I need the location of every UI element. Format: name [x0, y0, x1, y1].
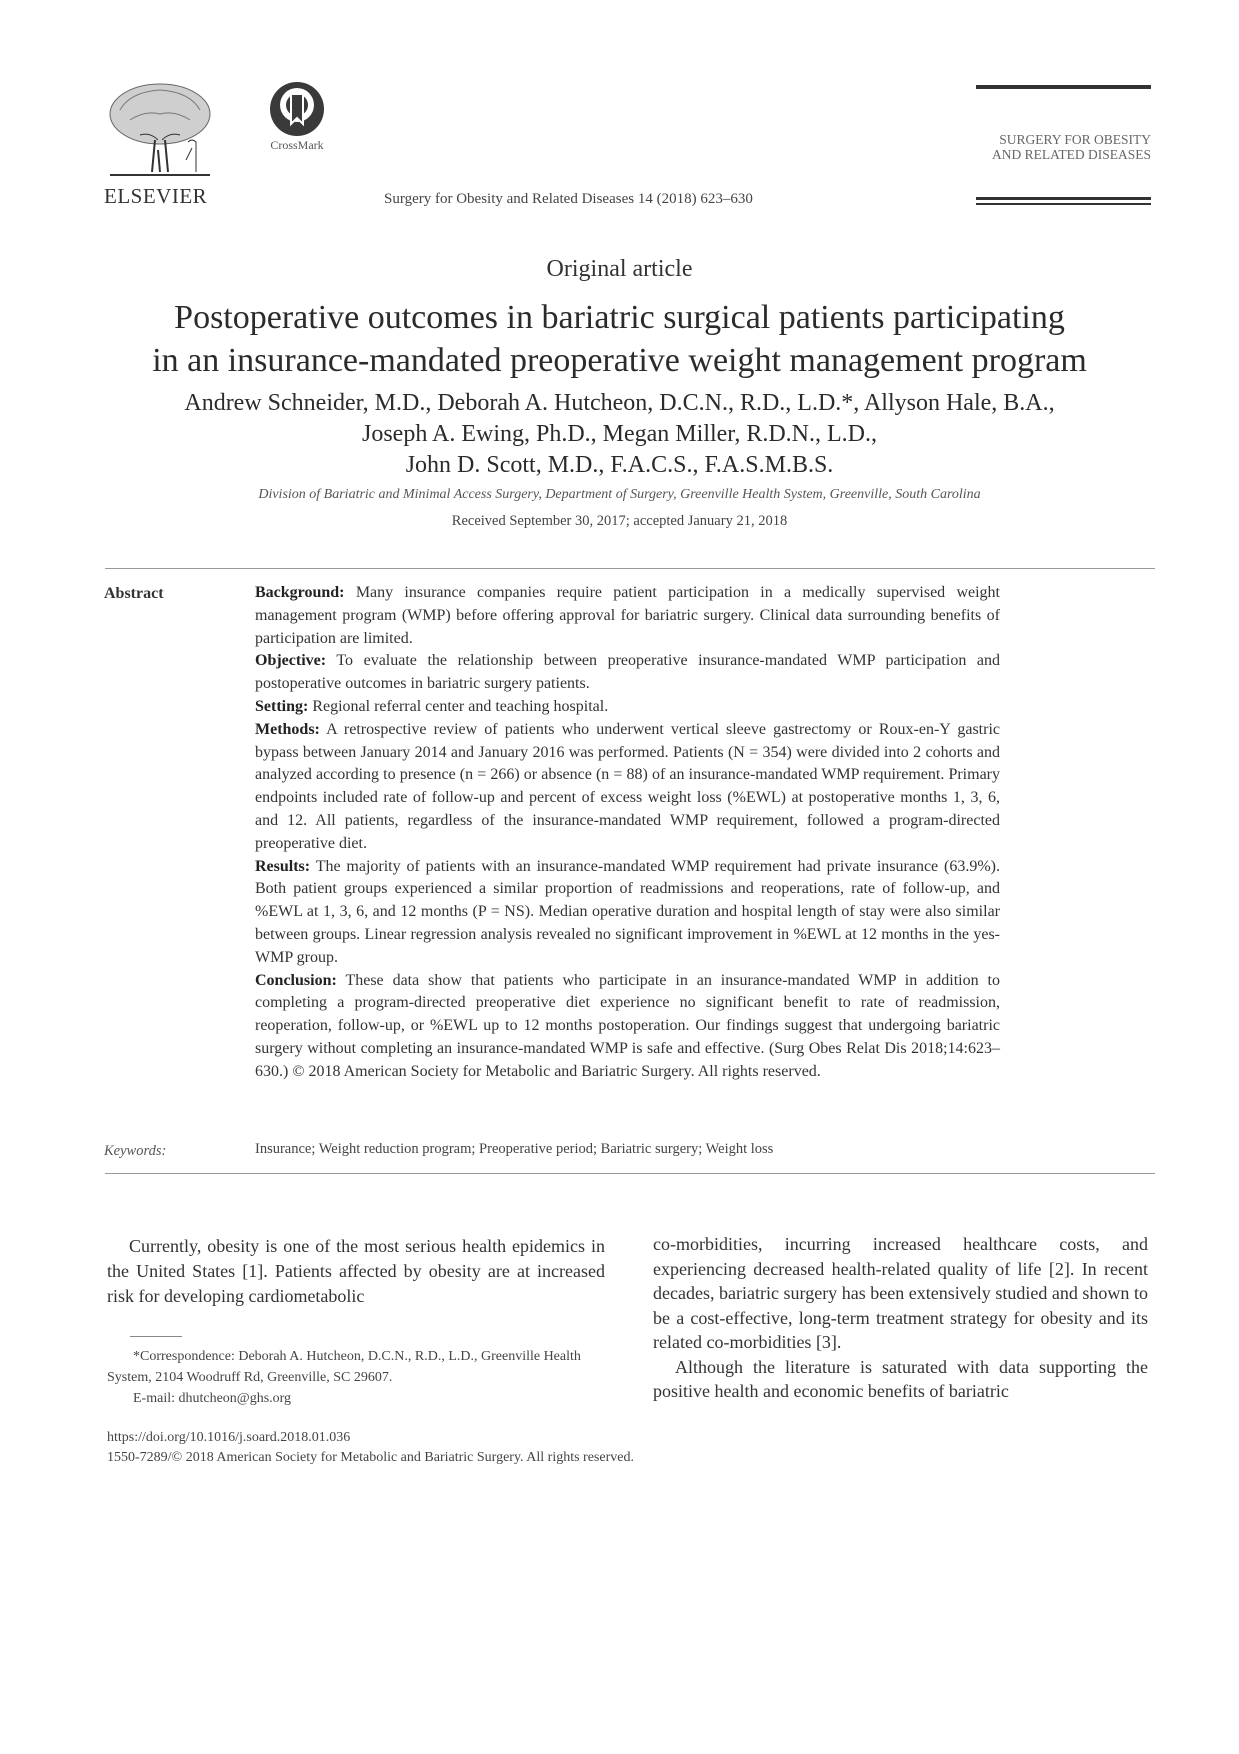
authors-line2: Joseph A. Ewing, Ph.D., Megan Miller, R.D.N., L.D., — [361, 421, 877, 447]
doi-footer — [107, 1428, 634, 1468]
crossmark-label: CrossMark — [270, 138, 324, 152]
authors-line3: John D. Scott, M.D., F.A.C.S., F.A.S.M.B.S. — [405, 452, 834, 478]
keywords-list: Insurance; Weight reduction program; Preoperative period; Bariatric surgery; Weight loss — [255, 1141, 774, 1157]
journal-name-line1: SURGERY FOR OBESITY — [999, 132, 1151, 147]
setting-text: Regional referral center and teaching hospital. — [312, 697, 609, 715]
objective-text: To evaluate the relationship between preoperative insurance-mandated WMP participation and postoperative outcomes in bariatric surgery patients. — [255, 652, 1000, 693]
journal-name — [976, 132, 1151, 162]
article-title — [0, 296, 1239, 382]
elsevier-tree-logo — [100, 80, 220, 180]
background-text: Many insurance companies require patient participation in a medically supervised weight management program (WMP) before offering approval for bariatric surgery. Clinical data surrounding benefits of participation are limited. — [255, 584, 1001, 647]
doi-link[interactable]: https://doi.org/10.1016/j.soard.2018.01.036 — [107, 1430, 351, 1445]
keywords-heading: Keywords: — [104, 1143, 167, 1159]
abstract-heading: Abstract — [104, 585, 164, 602]
article-type: Original article — [546, 256, 693, 282]
conclusion-label: Conclusion: — [255, 971, 337, 989]
objective-label: Objective: — [255, 652, 327, 670]
crossmark-icon — [266, 80, 328, 138]
title-line1: Postoperative outcomes in bariatric surgical patients participating — [174, 299, 1065, 336]
affiliation: Division of Bariatric and Minimal Access Surgery, Department of Surgery, Greenville Health System, Greenville, South Carolina — [258, 487, 981, 502]
footnote-correspondence: *Correspondence: Deborah A. Hutcheon, D.C.N., R.D., L.D., Greenville Health System, 2104 Woodruff Rd, Greenville, SC 29607. — [107, 1349, 581, 1385]
setting-label: Setting: — [255, 697, 309, 715]
issn-copyright: 1550-7289/© 2018 American Society for Metabolic and Bariatric Surgery. All rights reserved. — [107, 1450, 634, 1465]
results-text: The majority of patients with an insurance-mandated WMP requirement had private insurance (63.9%). Both patient groups experienced a similar proportion of readmissions and reoperations, rate of follow-up, and %EWL at 1, 3, 6, and 12 months (P = NS). Median operative duration and hospital length of stay were also similar between groups. Linear regression analysis revealed no significant improvement in %EWL at 12 months in the yes-WMP group. — [255, 857, 1000, 966]
right-paragraph-2: Although the literature is saturated with data supporting the positive health and economic benefits of bariatric — [653, 1356, 1148, 1401]
methods-label: Methods: — [255, 720, 320, 738]
crossmark-badge[interactable] — [266, 80, 328, 152]
title-line2: in an insurance-mandated preoperative weight management program — [152, 342, 1087, 379]
abstract-methods — [255, 719, 1000, 856]
abstract-setting — [255, 696, 1000, 719]
abstract-body — [255, 582, 1000, 1084]
methods-text: A retrospective review of patients who underwent vertical sleeve gastrectomy or Roux-en-Y gastric bypass between January 2014 and January 2016 was performed. Patients (N = 354) were divided into 2 cohorts and analyzed according to presence (n = 266) or absence (n = 88) of an insurance-mandated WMP requirement. Primary endpoints included rate of follow-up and percent of excess weight loss (%EWL) at postoperative months 1, 3, 6, and 12. All patients, regardless of the insurance-mandated WMP requirement, followed a program-directed preoperative diet. — [255, 720, 1000, 852]
received-dates: Received September 30, 2017; accepted January 21, 2018 — [451, 513, 788, 529]
abstract-objective — [255, 650, 1000, 696]
publisher-name: ELSEVIER — [104, 184, 208, 208]
abstract-results — [255, 856, 1000, 970]
header-rule-bottom — [976, 197, 1151, 205]
correspondence-footnote — [107, 1346, 605, 1409]
authors-line1: Andrew Schneider, M.D., Deborah A. Hutcheon, D.C.N., R.D., L.D.*, Allyson Hale, B.A., — [184, 390, 1055, 416]
footnote-rule — [130, 1336, 182, 1337]
footnote-email: E-mail: dhutcheon@ghs.org — [133, 1391, 292, 1406]
abstract-rule-top — [105, 568, 1155, 569]
abstract-rule-bottom — [105, 1173, 1155, 1174]
abstract-background — [255, 582, 1000, 650]
journal-name-line2: AND RELATED DISEASES — [991, 147, 1151, 162]
header-rule-top — [976, 85, 1151, 89]
results-label: Results: — [255, 857, 311, 875]
author-list — [0, 388, 1239, 481]
right-paragraph-1: co-morbidities, incurring increased healthcare costs, and experiencing decreased health-related quality of life [2]. In recent decades, bariatric surgery has been extensively studied and shown to be a cost-effective, long-term treatment strategy for obesity and its related co-morbidities [3]. — [653, 1234, 1148, 1352]
journal-citation: Surgery for Obesity and Related Diseases 14 (2018) 623–630 — [384, 191, 753, 207]
background-label: Background: — [255, 584, 345, 601]
body-column-left — [107, 1234, 605, 1309]
abstract-conclusion — [255, 970, 1000, 1084]
intro-paragraph: Currently, obesity is one of the most serious health epidemics in the United States [1]. Patients affected by obesity are at increased risk for developing cardiometabolic — [107, 1236, 605, 1306]
conclusion-text: These data show that patients who participate in an insurance-mandated WMP in addition to completing a program-directed preoperative diet experience no significant benefit to rate of readmission, reoperation, follow-up, or %EWL up to 12 months postoperation. Our findings suggest that undergoing bariatric surgery without completing an insurance-mandated WMP is safe and effective. (Surg Obes Relat Dis 2018;14:623–630.) © 2018 American Society for Metabolic and Bariatric Surgery. All rights reserved. — [255, 971, 1000, 1080]
body-column-right — [653, 1232, 1148, 1404]
